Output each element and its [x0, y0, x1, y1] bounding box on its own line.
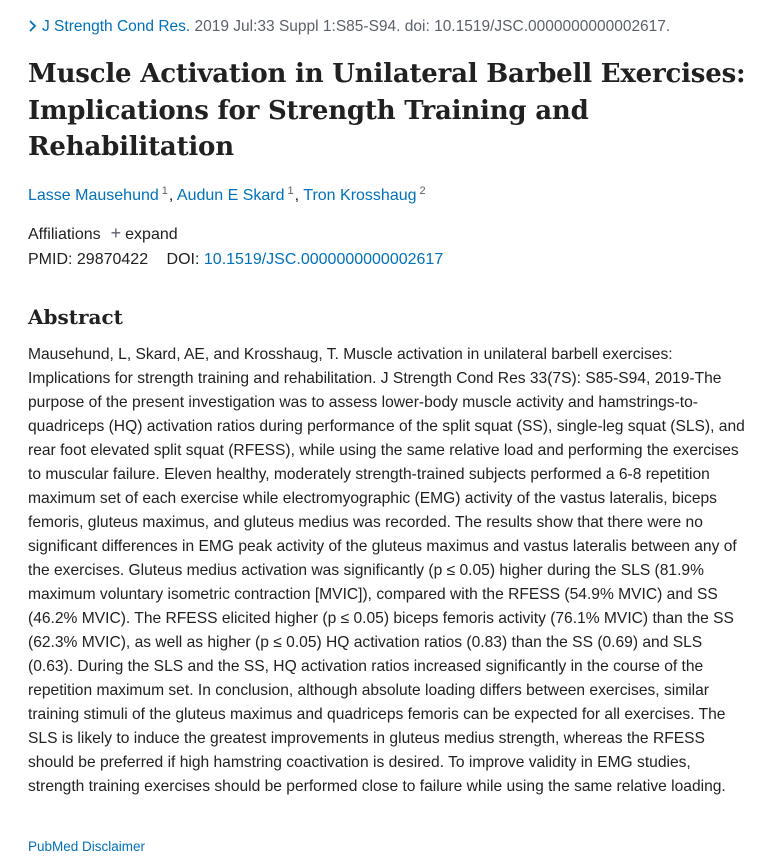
abstract-text: Mausehund, L, Skard, AE, and Krosshaug, T. Muscle activation in unilateral barbell exercises: Implications for strength training and rehabilitation. J Strength Cond Res 33(7S): S85-S94, 2019-The purpose of the present investigation was to assess lower-body muscle activity and hamstrings-to-quadriceps (HQ) activation ratios during performance of the split squat (SS), single-leg squat (SLS), and rear foot elevated split squat (RFESS), while using the same relative load and performing the exercises to muscular failure. Eleven healthy, moderately strength-trained subjects performed a 6-8 repetition maximum set of each exercise while electromyographic (EMG) activity of the vastus lateralis, biceps femoris, gluteus maximus, and gluteus medius was recorded. The results show that there were no significant differences in EMG peak activity of the gluteus maximus and vastus lateralis between any of the exercises. Gluteus medius activation was significantly (p ≤ 0.05) higher during the SLS (81.9% maximum voluntary isometric contraction [MVIC]), compared with the RFESS (54.9% MVIC) and SS (46.2% MVIC). The RFESS elicited higher (p ≤ 0.05) biceps femoris activity (76.1% MVIC) than the SS (62.3% MVIC), as well as higher (p ≤ 0.05) HQ activation ratios (0.83) than the SS (0.69) and SLS (0.63). During the SLS and the SS, HQ activation ratios increased significantly in the course of the repetition maximum set. In conclusion, although absolute loading differs between exercises, similar training stimuli of the gluteus maximus and quadriceps femoris can be expected for all exercises. The SLS is likely to induce the greatest improvements in gluteus medius strength, whereas the RFESS should be preferred if high hamstring coactivation is desired. To improve validity in EMG studies, strength training exercises should be performed close to failure while using the same relative loading.: [28, 346, 745, 795]
author-affiliation-number[interactable]: 1: [161, 185, 168, 197]
author-affiliation-number[interactable]: 2: [419, 185, 426, 197]
pmid-value: 29870422: [76, 251, 149, 268]
author-affiliation-number[interactable]: 1: [287, 185, 294, 197]
expand-label: expand: [125, 226, 178, 243]
journal-link[interactable]: J Strength Cond Res.: [42, 18, 191, 35]
author-link[interactable]: Audun E Skard: [176, 187, 285, 204]
citation-line: [28, 17, 670, 37]
doi-label: DOI:: [166, 251, 200, 268]
citation-details: 2019 Jul:33 Suppl 1:S85-S94. doi: 10.1519/JSC.0000000000002617.: [190, 18, 671, 35]
abstract-heading: Abstract: [28, 305, 123, 329]
doi-link[interactable]: 10.1519/JSC.0000000000002617: [203, 251, 444, 268]
pmid-label: PMID:: [28, 251, 73, 268]
pubmed-disclaimer-link[interactable]: PubMed Disclaimer: [28, 839, 146, 854]
article-title: Muscle Activation in Unilateral Barbell Exercises: Implications for Strength Training and Rehabilitation: [28, 59, 746, 162]
affiliations-label: Affiliations: [28, 226, 101, 243]
affiliations-row: [28, 222, 178, 246]
author-link[interactable]: Tron Krosshaug: [303, 187, 417, 204]
expand-affiliations-button[interactable]: [111, 222, 178, 246]
plus-icon: +: [110, 223, 122, 243]
identifiers-row: [28, 249, 443, 271]
author-list: Lasse Mausehund $^1$, Audun E Skard $^1$, Tron Krosshaug $^2$: [28, 185, 426, 204]
author-link[interactable]: Lasse Mausehund: [28, 187, 159, 204]
chevron-right-icon[interactable]: [28, 17, 42, 37]
